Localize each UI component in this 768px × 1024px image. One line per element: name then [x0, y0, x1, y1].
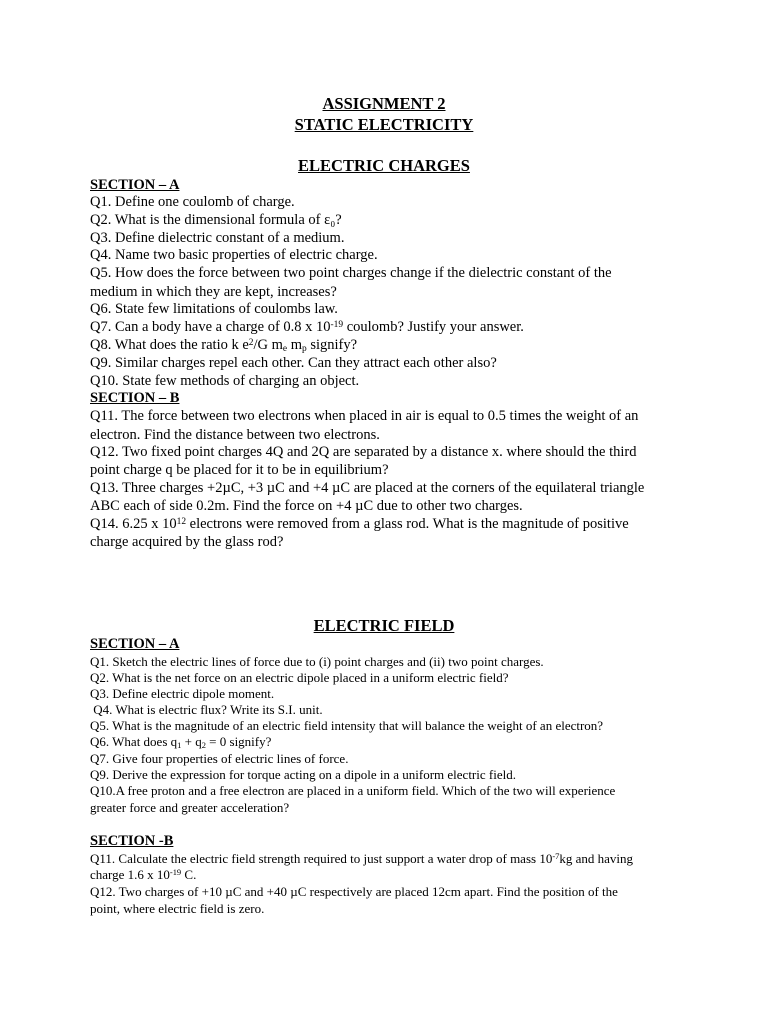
- charges-q14-line1: [90, 516, 629, 533]
- field-q11-line1: [90, 851, 633, 867]
- charges-q9: Q9. Similar charges repel each other. Can they attract each other also?: [90, 355, 497, 371]
- field-q3: Q3. Define electric dipole moment.: [90, 686, 275, 701]
- q8-subscript-p: p: [302, 344, 307, 354]
- field-q9: Q9. Derive the expression for torque acting on a dipole in a uniform electric field.: [90, 767, 516, 782]
- subject-title: STATIC ELECTRICITY: [294, 115, 474, 134]
- q11-text: Q11. Calculate the electric field strength required to just support a water drop of mass 10: [90, 851, 553, 866]
- q6-text-mid: + q: [181, 734, 202, 749]
- charges-q11-line2: electron. Find the distance between two electrons.: [90, 427, 380, 443]
- field-section-a-heading: SECTION – A: [90, 636, 180, 652]
- charges-section-a-heading: SECTION – A: [90, 177, 180, 193]
- q6-text-end: = 0 signify?: [205, 734, 272, 749]
- electric-field-heading: ELECTRIC FIELD: [313, 616, 455, 635]
- charges-q6: Q6. State few limitations of coulombs law.: [90, 301, 338, 317]
- charges-q13-line2: ABC each of side 0.2m. Find the force on +4 µC due to other two charges.: [90, 498, 523, 514]
- charges-q13-line1: Q13. Three charges +2µC, +3 µC and +4 µC are placed at the corners of the equilateral triangle: [90, 480, 645, 496]
- q11-text-end: kg and having: [559, 851, 634, 866]
- q8-subscript-e: e: [282, 344, 288, 354]
- q8-text-mid2: m: [287, 337, 302, 353]
- field-q7: Q7. Give four properties of electric lines of force.: [90, 751, 349, 766]
- q8-text-mid: /G m: [253, 337, 283, 353]
- q11-exponent-mass: -7: [552, 851, 560, 861]
- charges-q3: Q3. Define dielectric constant of a medium.: [90, 230, 345, 246]
- q11-exponent-charge: -19: [169, 867, 182, 877]
- q8-text-end: signify?: [306, 337, 358, 353]
- field-q12-line1: Q12. Two charges of +10 µC and +40 µC respectively are placed 12cm apart. Find the position of the: [90, 884, 618, 899]
- charges-section-b-heading: SECTION – B: [90, 390, 180, 406]
- q14-text-end: electrons were removed from a glass rod. What is the magnitude of positive: [186, 516, 629, 532]
- charges-q5-line2: medium in which they are kept, increases?: [90, 284, 337, 300]
- charges-q4: Q4. Name two basic properties of electric charge.: [90, 247, 378, 263]
- field-q2: Q2. What is the net force on an electric dipole placed in a uniform electric field?: [90, 670, 509, 685]
- q11-charge-text: charge 1.6 x 10: [90, 867, 170, 882]
- field-q12-line2: point, where electric field is zero.: [90, 901, 265, 916]
- charges-q5-line1: Q5. How does the force between two point charges change if the dielectric constant of the: [90, 265, 612, 281]
- q6-subscript-1: 1: [177, 740, 182, 750]
- charges-q14-line2: charge acquired by the glass rod?: [90, 534, 284, 550]
- charges-q1: Q1. Define one coulomb of charge.: [90, 194, 295, 210]
- q8-text: Q8. What does the ratio k e: [90, 337, 249, 353]
- q7-text: Q7. Can a body have a charge of 0.8 x 10: [90, 319, 331, 335]
- field-q4: Q4. What is electric flux? Write its S.I. unit.: [90, 702, 323, 717]
- q11-charge-unit: C.: [181, 867, 197, 882]
- charges-q10: Q10. State few methods of charging an object.: [90, 373, 360, 389]
- q14-text: Q14. 6.25 x 10: [90, 516, 177, 532]
- field-q6: [90, 734, 271, 750]
- q6-subscript-2: 2: [201, 740, 206, 750]
- charges-q12-line1: Q12. Two fixed point charges 4Q and 2Q are separated by a distance x. where should the third: [90, 444, 637, 460]
- field-q10-line1: Q10.A free proton and a free electron are placed in a uniform field. Which of the two will experience: [90, 783, 616, 798]
- field-q1: Q1. Sketch the electric lines of force due to (i) point charges and (ii) two point charges.: [90, 654, 544, 669]
- q7-exponent: -19: [330, 320, 344, 330]
- charges-q7: [90, 319, 524, 336]
- field-q5: Q5. What is the magnitude of an electric field intensity that will balance the weight of an electron?: [90, 718, 604, 733]
- q6-text: Q6. What does q: [90, 734, 178, 749]
- charges-q8: [90, 337, 357, 354]
- assignment-title: ASSIGNMENT 2: [322, 94, 446, 113]
- q14-exponent: 12: [176, 517, 187, 527]
- charges-q11-line1: Q11. The force between two electrons when placed in air is equal to 0.5 times the weight of an: [90, 408, 639, 424]
- q7-text-end: coulomb? Justify your answer.: [343, 319, 524, 335]
- charges-q2: Q2. What is the dimensional formula of ε₀?: [90, 212, 342, 228]
- field-section-b-heading: SECTION -B: [90, 833, 174, 849]
- electric-charges-heading: ELECTRIC CHARGES: [298, 156, 470, 175]
- charges-q12-line2: point charge q be placed for it to be in equilibrium?: [90, 462, 389, 478]
- field-q11-line2: [90, 867, 196, 883]
- field-q10-line2: greater force and greater acceleration?: [90, 800, 290, 815]
- q8-exponent: 2: [248, 338, 254, 348]
